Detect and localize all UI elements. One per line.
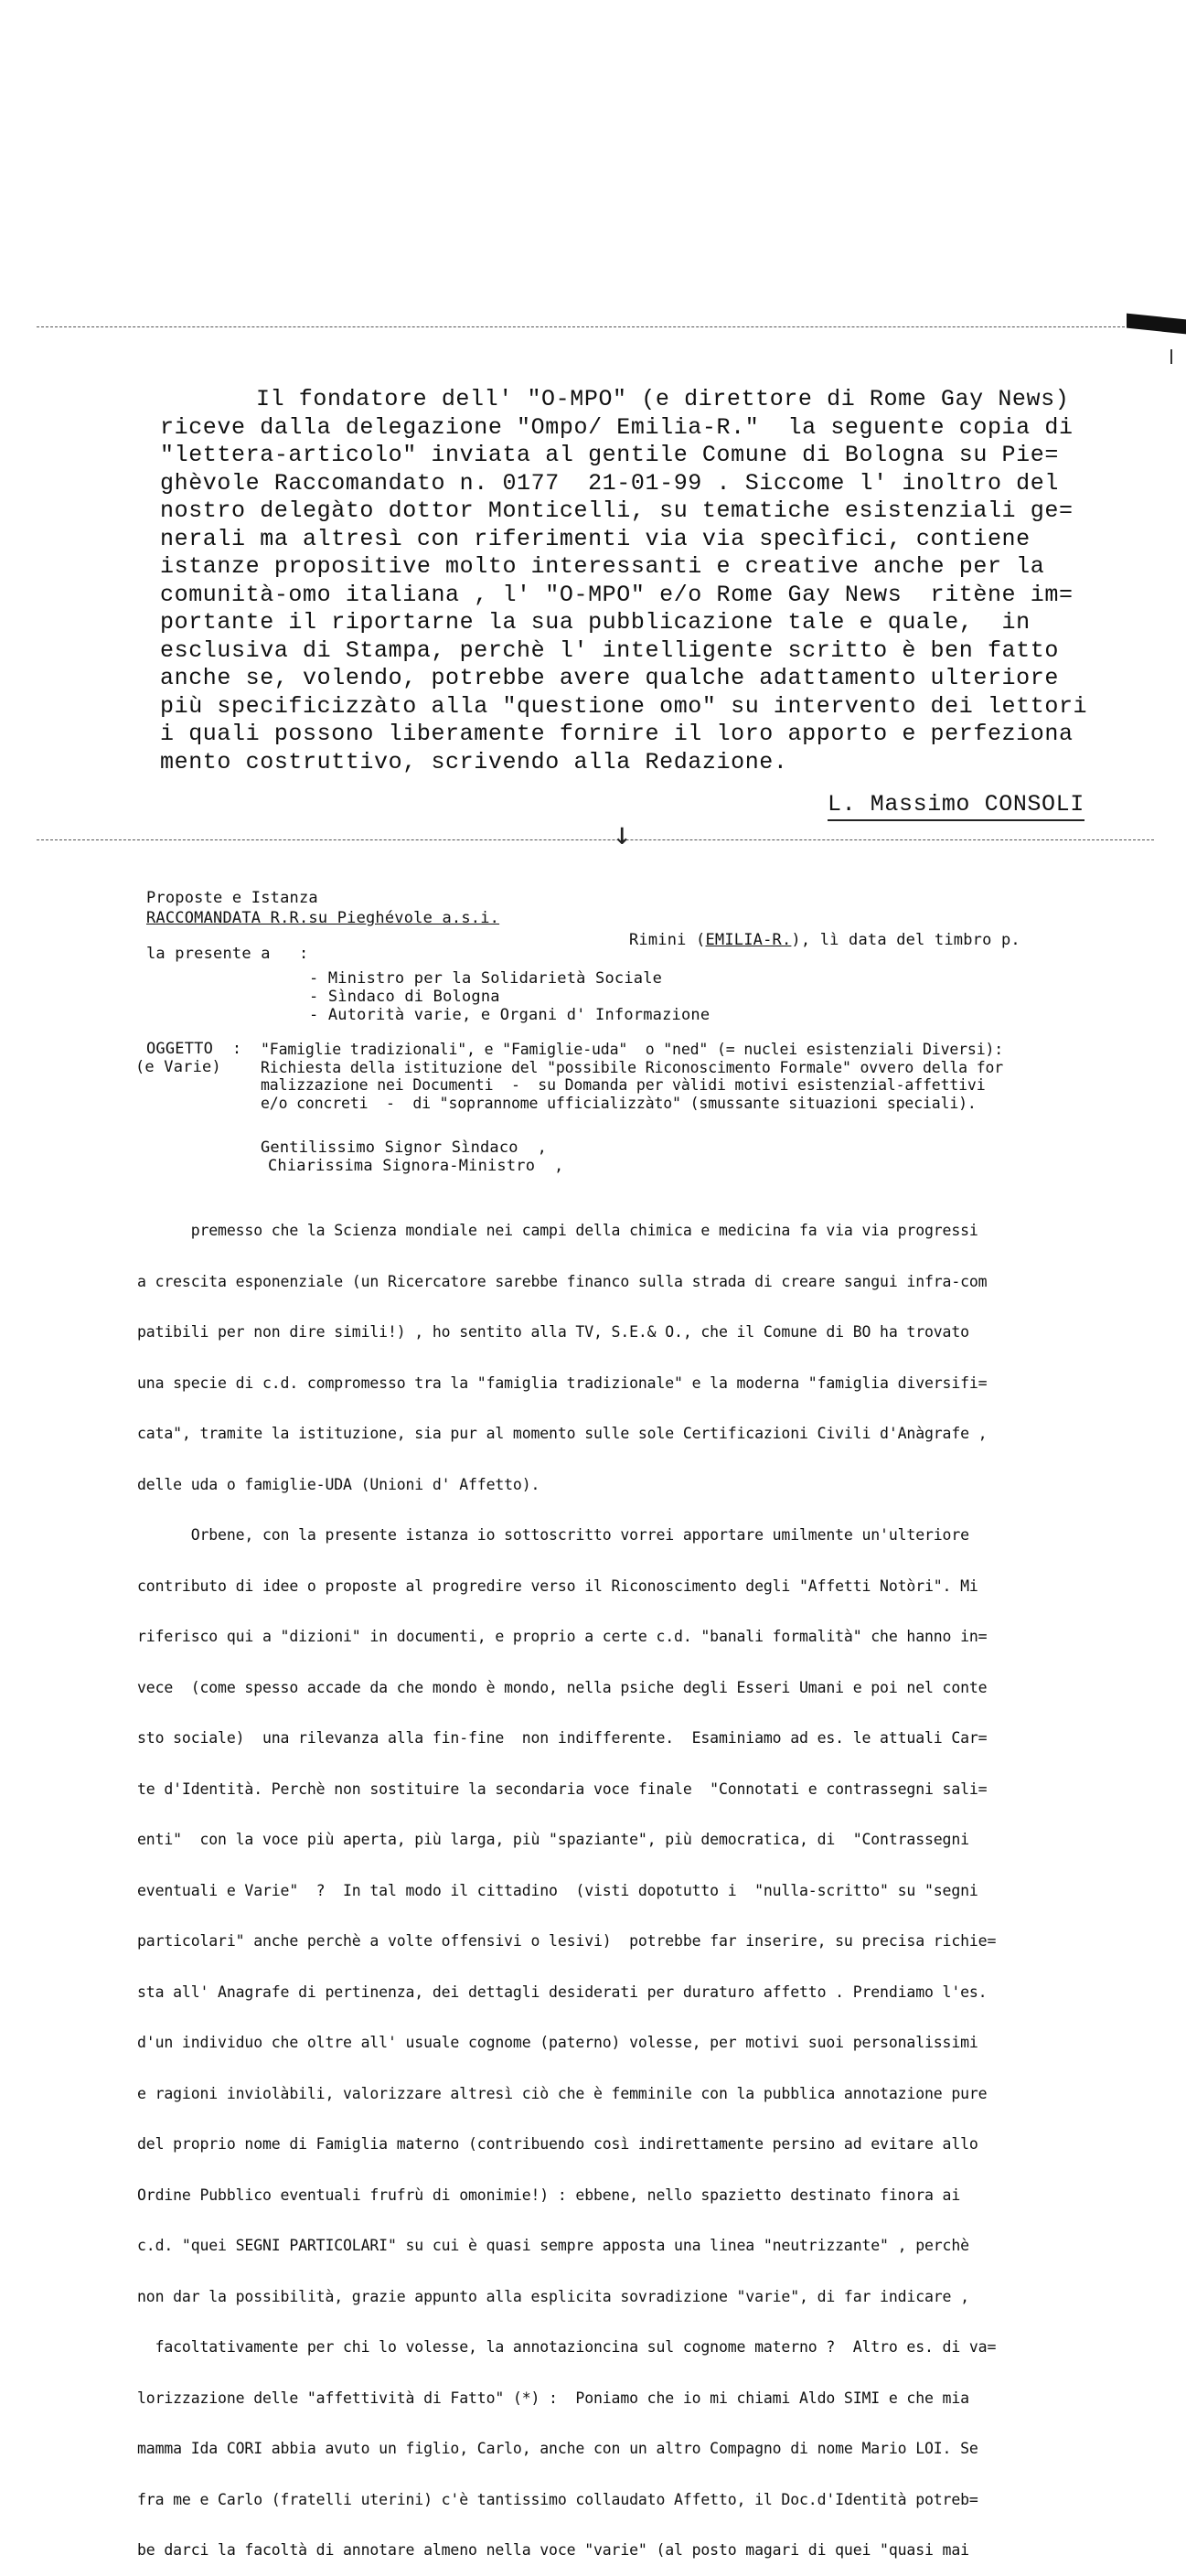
body-line: del proprio nome di Famiglia materno (contribuendo così indirettamente persino ad evitare allo [137, 2135, 978, 2153]
body-line: Orbene, con la presente istanza io sottoscritto vorrei apportare umilmente un'ulteriore [137, 1526, 969, 1544]
place-date: Rimini (EMILIA-R.), lì data del timbro p. [629, 931, 1020, 949]
body-line: sto sociale) una rilevanza alla fin-fine non indifferente. Esaminiamo ad es. le attuali Car= [137, 1729, 988, 1747]
intro-line: nostro delegàto dottor Monticelli, su tematiche esistenziali ge= [160, 497, 1074, 524]
salutation: Chiarissima Signora-Ministro , [268, 1157, 564, 1175]
body-line: mamma Ida CORI abbia avuto un figlio, Carlo, anche con un altro Compagno di nome Mario LOI. Se [137, 2440, 978, 2457]
body-line: e ragioni inviolàbili, valorizzare altresì ciò che è femminile con la pubblica annotazione pure [137, 2084, 988, 2102]
body-line: patibili per non dire simili!) , ho sentito alla TV, S.E.& O., che il Comune di BO ha trovato [137, 1323, 969, 1341]
intro-line: esclusiva di Stampa, perchè l' intelligente scritto è ben fatto [160, 636, 1059, 664]
body-line: premesso che la Scienza mondiale nei campi della chimica e medicina fa via via progressi [137, 1222, 978, 1239]
intro-line: anche se, volendo, potrebbe avere qualche adattamento ulteriore [160, 665, 1059, 691]
body-line: a crescita esponenziale (un Ricercatore sarebbe financo sulla strada di creare sangui infra-com [137, 1272, 988, 1290]
recipient-item: - Ministro per la Solidarietà Sociale [309, 969, 663, 988]
subject-label: OGGETTO : [146, 1040, 242, 1058]
body-line: particolari" anche perchè a volte offensivi o lesivi) potrebbe far inserire, su precisa richie= [137, 1932, 997, 1950]
recipients-label: la presente a : [146, 945, 309, 963]
scan-tick-mark [1170, 349, 1172, 364]
intro-line: più specificizzàto alla "questione omo" su intervento dei lettori [160, 692, 1088, 720]
recipient-item: - Sìndaco di Bologna [309, 988, 500, 1006]
body-line: facoltativamente per chi lo volesse, la annotazioncina sul cognome materno ? Altro es. di va= [137, 2338, 997, 2356]
intro-line: i quali possono liberamente fornire il loro apporto e perfeziona [160, 721, 1074, 747]
body-line: una specie di c.d. compromesso tra la "famiglia tradizionale" e la moderna "famiglia diversifi= [137, 1374, 988, 1392]
body-line: be darci la facoltà di annotare almeno nella voce "varie" (al posto magari di quei "quasi mai [137, 2541, 969, 2559]
intro-line: nerali ma altresì con riferimenti via via specìfici, contiene [160, 525, 1031, 552]
subject-text: "Famiglie tradizionali", e "Famiglie-uda" o "ned" (= nuclei esistenziali Diversi): Richiesta della istituzione del "possibile Riconoscimento Formale" ovvero della for malizzazione nei Documenti - su Domanda per vàlidi motivi esistenzial-affettivi e/o concreti - di "soprannome ufficializzàto" (smussante situazioni speciali). [261, 1041, 1004, 1112]
intro-paragraph [160, 386, 1111, 776]
salutation: Gentilissimo Signor Sìndaco , [261, 1138, 548, 1157]
intro-line: riceve dalla delegazione "Ompo/ Emilia-R." la seguente copia di [160, 413, 1074, 441]
intro-line: portante il riportarne la sua pubblicazione tale e quale, in [160, 609, 1031, 636]
body-line: non dar la possibilità, grazie appunto alla esplicita sovradizione "varie", di far indicare , [137, 2287, 969, 2305]
letter-heading: Proposte e Istanza [146, 889, 318, 907]
dashed-separator-top [37, 326, 1125, 327]
body-line: te d'Identità. Perchè non sostituire la secondaria voce finale "Connotati e contrassegni sali= [137, 1780, 988, 1798]
body-line: contributo di idee o proposte al progredire verso il Riconoscimento degli "Affetti Notòri". Mi [137, 1577, 978, 1595]
intro-line: mento costruttivo, scrivendo alla Redazione. [160, 748, 788, 775]
body-line: vece (come spesso accade da che mondo è mondo, nella psiche degli Esseri Umani e poi nel conte [137, 1678, 988, 1696]
dashed-separator-middle [37, 839, 1154, 840]
intro-line: "lettera-articolo" inviata al gentile Comune di Bologna su Pie= [160, 442, 1059, 468]
body-line: d'un individuo che oltre all' usuale cognome (paterno) volesse, per motivi suoi personalissimi [137, 2034, 978, 2051]
letter-body [137, 1189, 996, 2576]
intro-line: comunità-omo italiana , l' "O-MPO" e/o Rome Gay News ritène im= [160, 581, 1074, 608]
body-line: c.d. "quei SEGNI PARTICOLARI" su cui è quasi sempre apposta una linea "neutrizzante" , perchè [137, 2237, 969, 2254]
body-line: delle uda o famiglie-UDA (Unioni d' Affetto). [137, 1475, 540, 1493]
body-line: Ordine Pubblico eventuali frufrù di omonimie!) : ebbene, nello spazietto destinato finora ai [137, 2186, 961, 2204]
intro-line: istanze propositive molto interessanti e creative anche per la [160, 553, 1045, 580]
intro-line: Il fondatore dell' "O-MPO" (e direttore di Rome Gay News) [256, 386, 1070, 412]
body-line: riferisco qui a "dizioni" in documenti, e proprio a certe c.d. "banali formalità" che hanno in= [137, 1628, 988, 1645]
body-line: cata", tramite la istituzione, sia pur al momento sulle sole Certificazioni Civili d'Anàgrafe , [137, 1425, 988, 1442]
letter-registered-mail: RACCOMANDATA R.R.su Pieghévole a.s.i. [146, 909, 500, 927]
down-arrow-icon: ↓ [613, 816, 632, 852]
recipient-item: - Autorità varie, e Organi d' Informazione [309, 1006, 711, 1024]
scan-edge-mark [1127, 314, 1186, 335]
intro-line: ghèvole Raccomandato n. 0177 21-01-99 . Siccome l' inoltro del [160, 469, 1059, 497]
subject-label-sub: (e Varie) [135, 1058, 221, 1076]
body-line: eventuali e Varie" ? In tal modo il cittadino (visti dopotutto i "nulla-scritto" su "segni [137, 1881, 978, 1899]
body-line: enti" con la voce più aperta, più larga, più "spaziante", più democratica, di "Contrassegni [137, 1831, 969, 1848]
body-line: fra me e Carlo (fratelli uterini) c'è tantissimo collaudato Affetto, il Doc.d'Identità potreb= [137, 2490, 978, 2508]
body-line: sta all' Anagrafe di pertinenza, dei dettagli desiderati per duraturo affetto . Prendiamo l'es. [137, 1983, 988, 2001]
signature: L. Massimo CONSOLI [828, 791, 1084, 821]
body-line: lorizzazione delle "affettività di Fatto" (*) : Poniamo che io mi chiami Aldo SIMI e che mia [137, 2389, 969, 2407]
